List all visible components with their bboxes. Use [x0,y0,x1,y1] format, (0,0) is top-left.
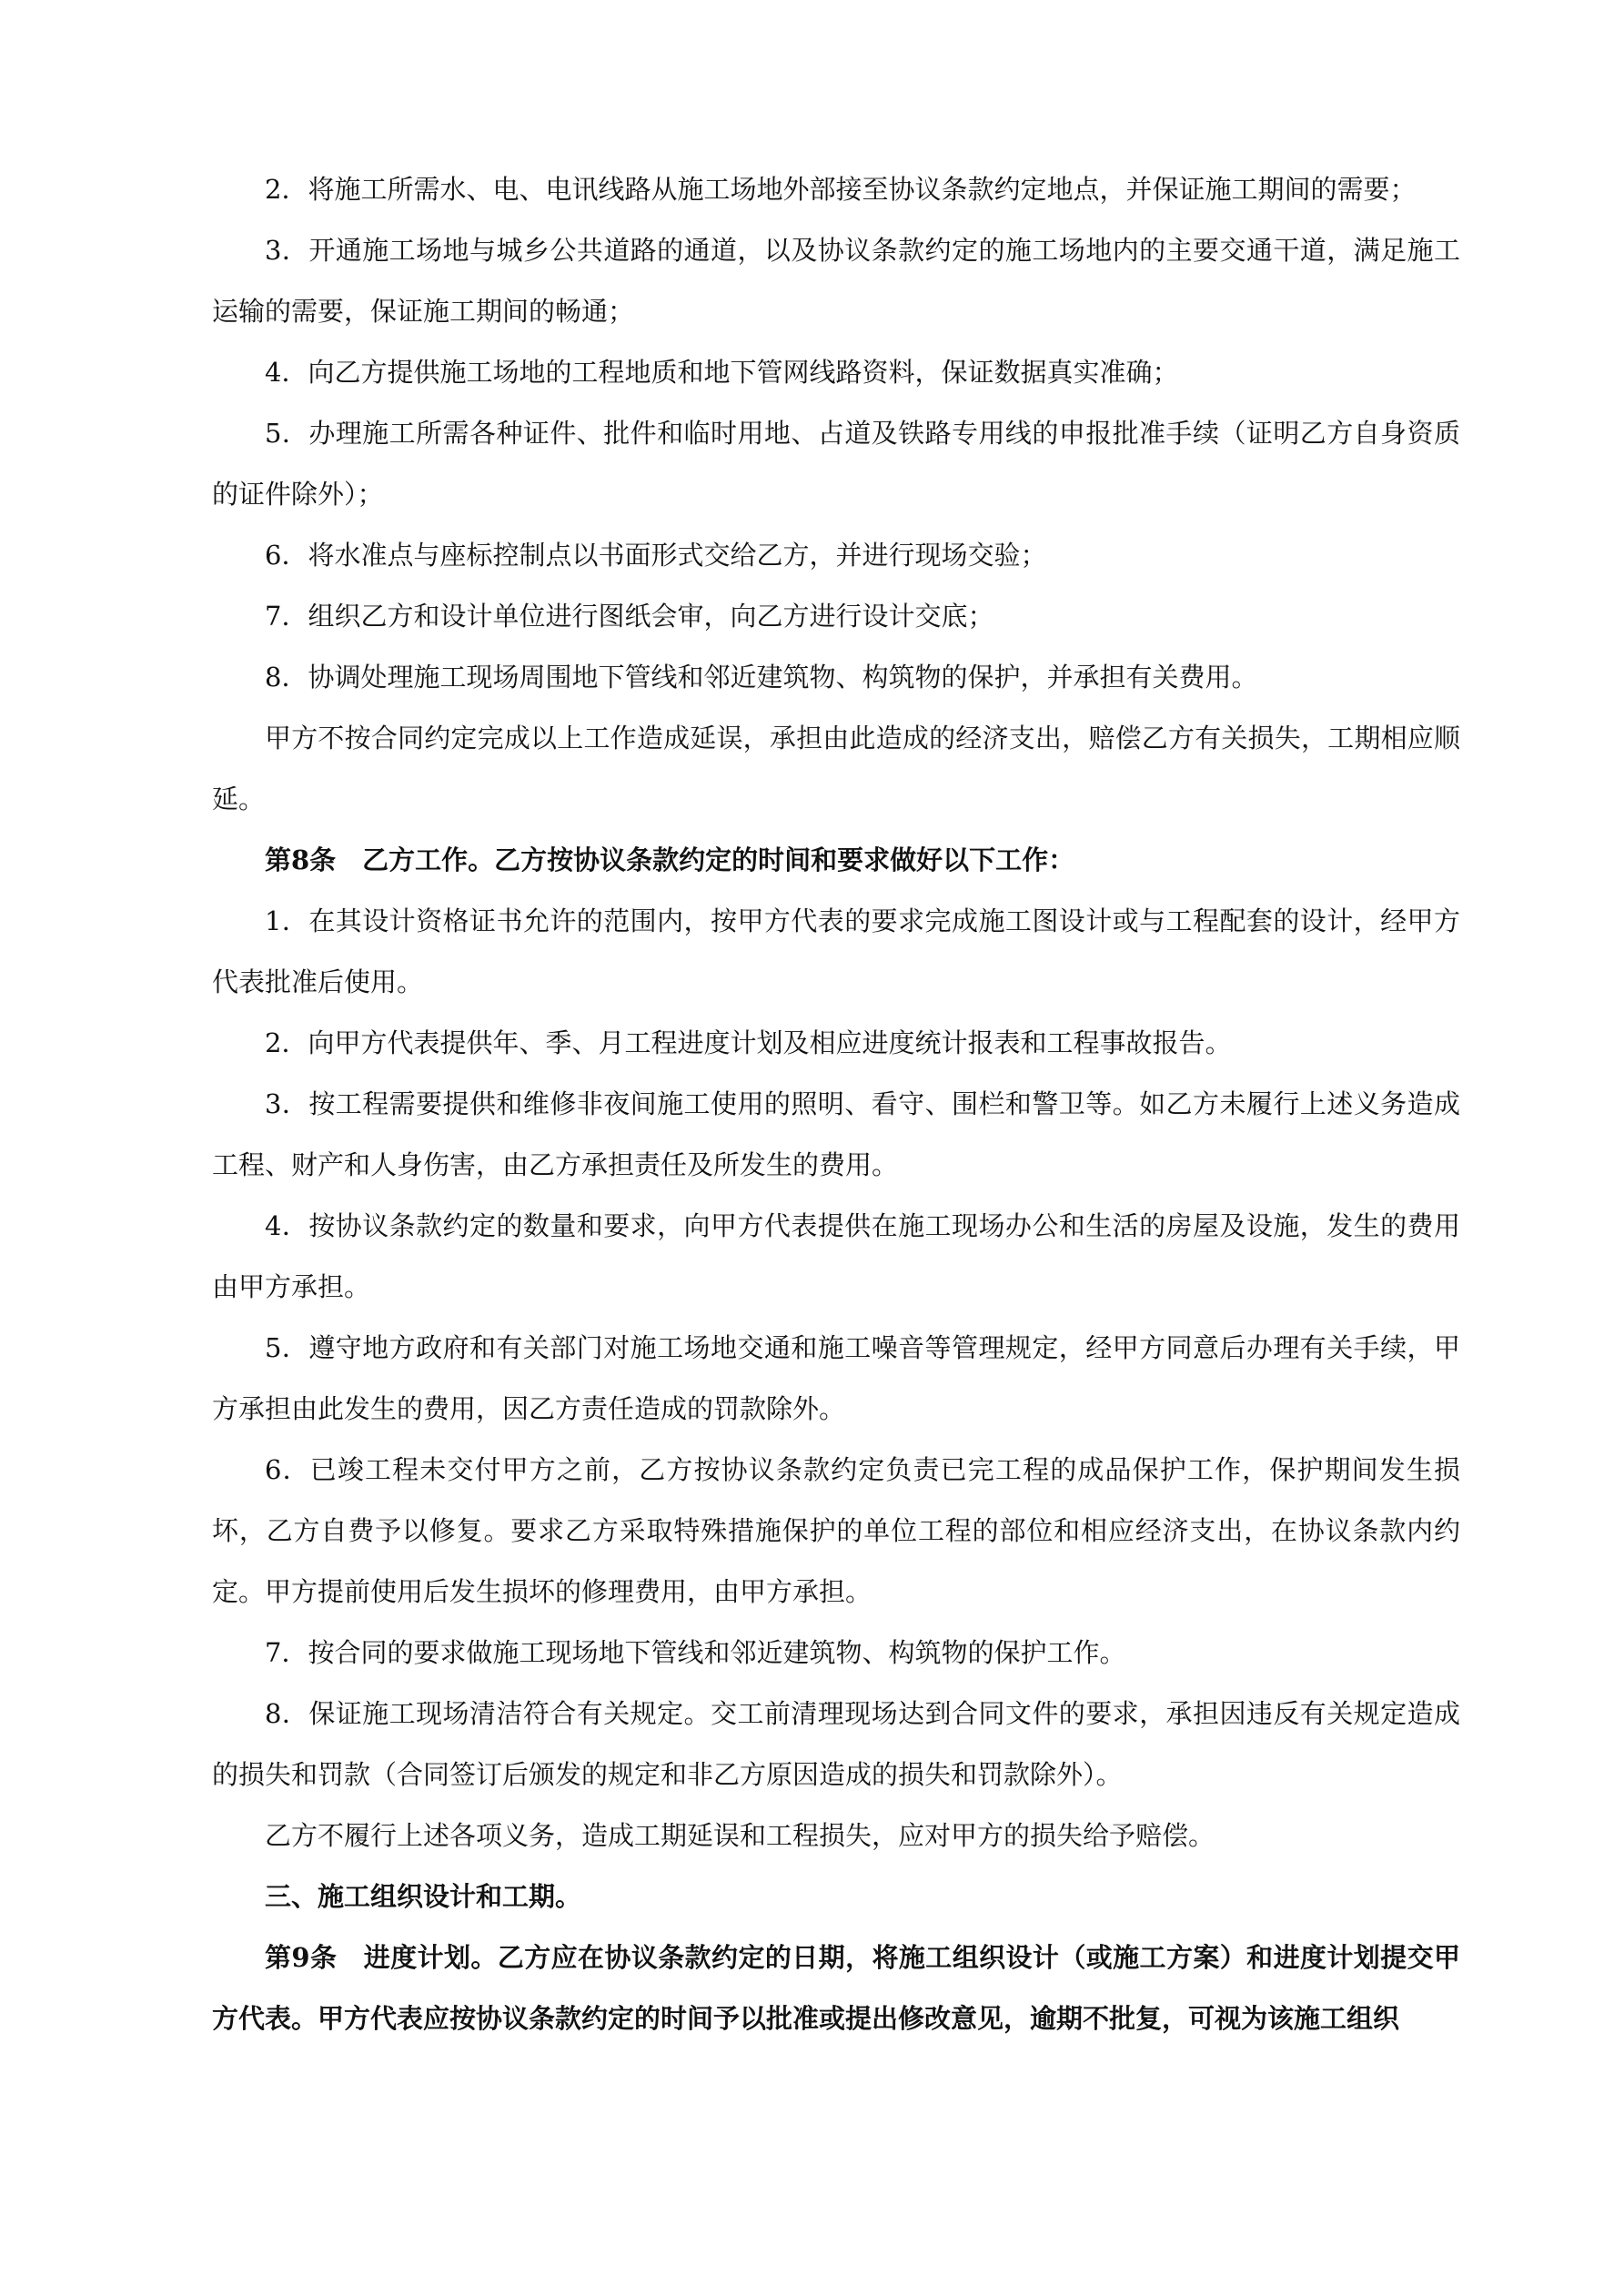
paragraph: 7．组织乙方和设计单位进行图纸会审，向乙方进行设计交底； [265,601,994,632]
article-heading: 第9条 进度计划。乙方应在协议条款约定的日期，将施工组织设计（或施工方案）和进度计划提交甲方代表。甲方代表应按协议条款约定的时间予以批准或提出修改意见，逾期不批复，可视为该施工组织 [212,1942,1460,2034]
paragraph: 1．在其设计资格证书允许的范围内，按甲方代表的要求完成施工图设计或与工程配套的设计，经甲方代表批准后使用。 [212,905,1460,997]
paragraph: 6．已竣工程未交付甲方之前，乙方按协议条款约定负责已完工程的成品保护工作，保护期间发生损坏，乙方自费予以修复。要求乙方采取特殊措施保护的单位工程的部位和相应经济支出，在协议条款内约定。甲方提前使用后发生损坏的修理费用，由甲方承担。 [212,1454,1460,1607]
article-heading: 第8条 乙方工作。乙方按协议条款约定的时间和要求做好以下工作： [265,845,1075,875]
paragraph: 乙方不履行上述各项义务，造成工期延误和工程损失，应对甲方的损失给予赔偿。 [265,1820,1215,1851]
paragraph: 甲方不按合同约定完成以上工作造成延误，承担由此造成的经济支出，赔偿乙方有关损失，工期相应顺延。 [212,723,1460,814]
section-heading: 三、施工组织设计和工期。 [265,1881,582,1912]
paragraph: 2．将施工所需水、电、电讯线路从施工场地外部接至协议条款约定地点，并保证施工期间的需要； [265,174,1417,205]
paragraph: 8．保证施工现场清洁符合有关规定。交工前清理现场达到合同文件的要求，承担因违反有关规定造成的损失和罚款（合同签订后颁发的规定和非乙方原因造成的损失和罚款除外）。 [212,1698,1460,1790]
paragraph: 3．按工程需要提供和维修非夜间施工使用的照明、看守、围栏和警卫等。如乙方未履行上述义务造成工程、财产和人身伤害，由乙方承担责任及所发生的费用。 [212,1088,1460,1180]
paragraph: 6．将水准点与座标控制点以书面形式交给乙方，并进行现场交验； [265,540,1047,571]
paragraph: 4．按协议条款约定的数量和要求，向甲方代表提供在施工现场办公和生活的房屋及设施，发生的费用由甲方承担。 [212,1210,1460,1302]
paragraph: 8．协调处理施工现场周围地下管线和邻近建筑物、构筑物的保护，并承担有关费用。 [265,662,1258,693]
paragraph: 4．向乙方提供施工场地的工程地质和地下管网线路资料，保证数据真实准确； [265,357,1179,388]
paragraph: 5．办理施工所需各种证件、批件和临时用地、占道及铁路专用线的申报批准手续（证明乙方自身资质的证件除外）； [212,418,1460,510]
paragraph: 7．按合同的要求做施工现场地下管线和邻近建筑物、构筑物的保护工作。 [265,1637,1126,1668]
paragraph: 3．开通施工场地与城乡公共道路的通道，以及协议条款约定的施工场地内的主要交通干道，满足施工运输的需要，保证施工期间的畅通； [212,235,1460,327]
paragraph: 5．遵守地方政府和有关部门对施工场地交通和施工噪音等管理规定，经甲方同意后办理有关手续，甲方承担由此发生的费用，因乙方责任造成的罚款除外。 [212,1332,1460,1424]
paragraph: 2．向甲方代表提供年、季、月工程进度计划及相应进度统计报表和工程事故报告。 [265,1027,1232,1058]
